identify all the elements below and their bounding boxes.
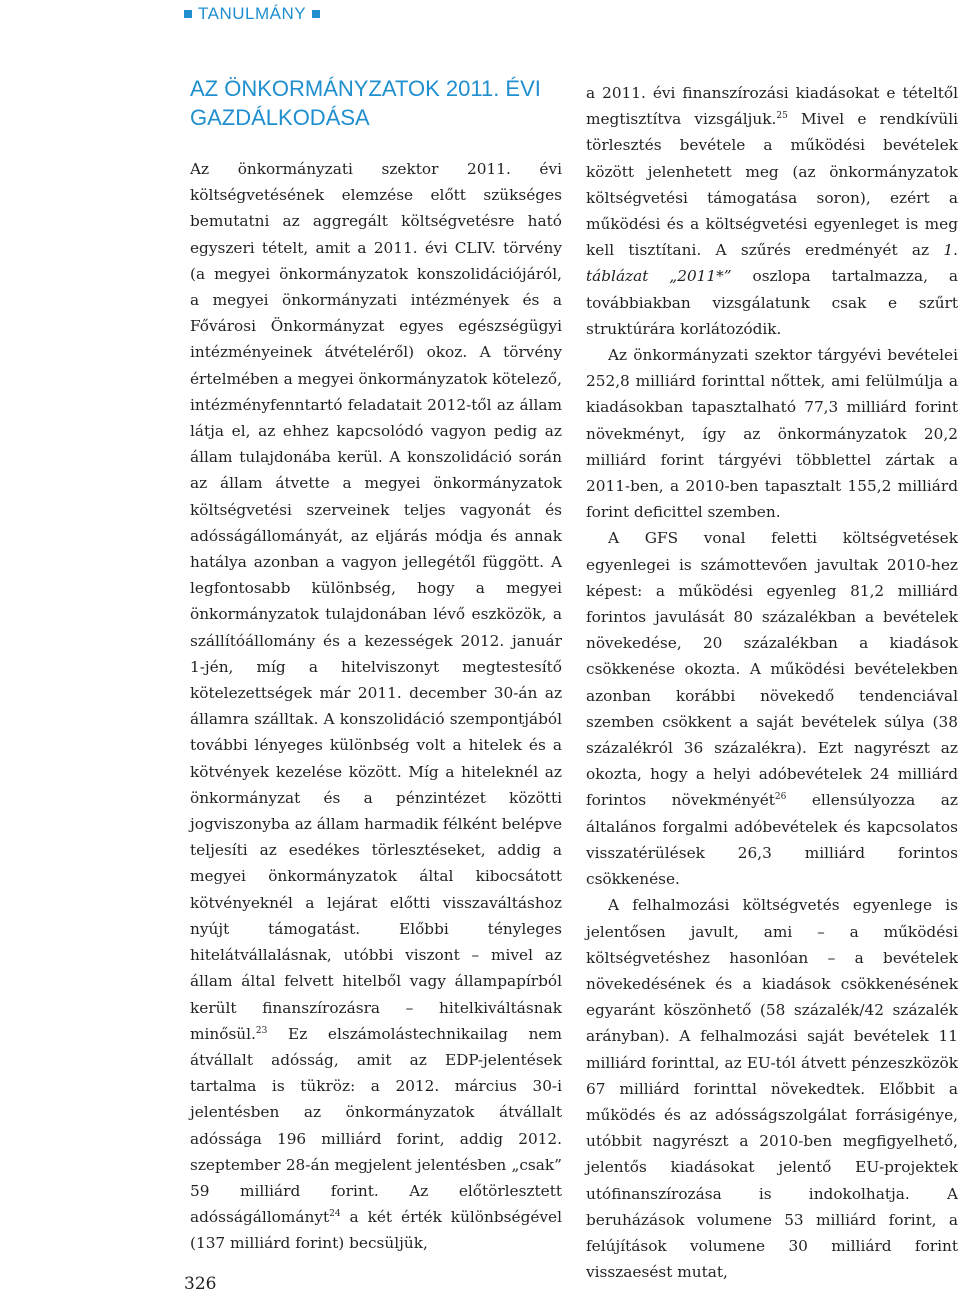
footnote-ref[interactable]: 25 [776,111,788,122]
paragraph [586,80,958,342]
text-run: a két érték különbségével (137 milliárd forint) becsüljük, [190,1208,562,1253]
text-run: a 2011. évi finanszírozási kiadásokat e tételtől megtisztítva vizsgáljuk. [586,84,958,129]
square-bullet-icon [312,10,320,18]
footnote-ref[interactable]: 23 [255,1025,268,1036]
paragraph: Az önkormányzati szektor tárgyévi bevételei 252,8 milliárd forinttal nőttek, ami felülmúlja a kiadásokban tapasztalható 77,3 milliárd forint növekményt, így az önkormányzatok 20,2 milliárd forint tárgyévi többlettel zártak a 2011-ben, a 2010-ben tapasztalt 155,2 milliárd forint deficittel szemben. [586,346,958,522]
paragraph [190,156,562,1257]
page-number: 326 [184,1274,217,1294]
section-label: TANULMÁNY [198,4,307,23]
right-column [586,80,958,1285]
table-reference: 1. táblázat „2011*” [586,241,958,286]
article-title: AZ ÖNKORMÁNYZATOK 2011. ÉVI GAZDÁLKODÁSA [190,76,541,130]
text-run: Mivel e rendkívüli törlesztés bevétele a működési bevételek között jelenhetett meg (az önkormányzatok költségvetési támogatása soron), ezért a működési és a költségvetési egyenleget is meg kell tisztítani. A szűrés eredményét az [586,110,958,260]
text-run: Az önkormányzati szektor 2011. évi költségvetésének elemzése előtt szükséges bemutatni az aggregált költségvetésre ható egyszeri tételt, amit a 2011. évi CLIV. törvény (a megyei önkormányzatok konszolidációjáról, a megyei önkormányzati intézmények és a Fővárosi Önkormányzat egyes egészségügyi intézményeinek átvételéről) okoz. A törvény értelmében a megyei önkormányzatok kötelező, intézményfenntartó feladatait 2012-től az állam látja el, az ehhez kapcsolódó vagyon pedig az állam tulajdonába kerül. A konszolidáció során az állam átvette a megyei önkormányzatok költségvetési szerveinek teljes vagyonát és adósságállományát, az eljárás módja és annak hatálya azonban a vagyon jellegétől függött. A legfontosabb különbség, hogy a megyei önkormányzatok tulajdonában lévő eszközök, a szállítóállomány és a kezességek 2012. január 1-jén, míg a hitelviszonyt megtestesítő kötelezettségek már 2011. december 30-án az államra szálltak. A konszolidáció szempontjából további lényeges különbség volt a hitelek és a kötvények kezelése között. Míg a hiteleknél az önkormányzat és a pénzintézet közötti jogviszonyba az állam harmadik félként belépve teljesíti az esedékes törlesztéseket, addig a megyei önkormányzatok által kibocsátott kötvényeknél a lejárat előtti visszaváltáshoz nyújt támogatást. Előbbi tényleges hitelátvállalásnak, utóbbi viszont – mivel az állam által felvett hitelből vagy állampapírból került finanszírozásra – hitelkiváltásnak minősül. [190,160,562,1043]
text-run: ellensúlyozza az általános forgalmi adóbevételek és kapcsolatos visszatérülések 26,3 milliárd forintos csökkenése. [586,791,958,889]
square-bullet-icon [184,10,192,18]
footnote-ref[interactable]: 24 [329,1209,341,1220]
footnote-ref[interactable]: 26 [774,792,787,803]
paragraph: A felhalmozási költségvetés egyenlege is jelentősen javult, ami – a működési költségvetéshez hasonlóan – a bevételek növekedésének és a kiadások csökkenésének egyaránt köszönhető (58 százalék/42 százalék arányban). A felhalmozási saját bevételek 11 milliárd forinttal, az EU-tól átvett pénzeszközök 67 milliárd forinttal növekedtek. Előbbit a működés és az adósságszolgálat forrásigénye, utóbbit nagyrészt a 2010-ben megfigyelhető, jelentős kiadásokat jelentő EU-projektek utófinanszírozása is indokolhatja. A beruházások volumene 53 milliárd forint, a felújítások volumene 30 milliárd forint visszaesést mutat, [586,896,958,1282]
text-run: Ez elszámolástechnikailag nem átvállalt adósság, amit az EDP-jelentések tartalma is tükröz: a 2012. március 30-i jelentésben az önkormányzatok átvállalt adóssága 196 milliárd forint, addig 2012. szeptember 28-án megjelent jelentésben „csak” 59 milliárd forint. Az előtörlesztett adósságállományt [190,1024,562,1227]
paragraph [586,525,958,892]
text-run: oszlopa tartalmazza, a továbbiakban vizsgálatunk csak e szűrt struktúrára korlátozódik. [586,267,958,338]
section-header [184,4,320,24]
text-run: A GFS vonal feletti költségvetések egyenlegei is számottevően javultak 2010-hez képest: a működési egyenleg 81,2 milliárd forintos javulását 80 százalékban a bevételek növekedése, 20 százalékban a kiadások csökkenése okozta. A működési bevételekben azonban korábbi növekedő tendenciával szemben csökkent a saját bevételek súlya (38 százalékról 36 százalékra). Ezt nagyrészt az okozta, hogy a helyi adóbevételek 24 milliárd forintos növekményét [586,529,958,810]
left-column [190,156,562,1257]
